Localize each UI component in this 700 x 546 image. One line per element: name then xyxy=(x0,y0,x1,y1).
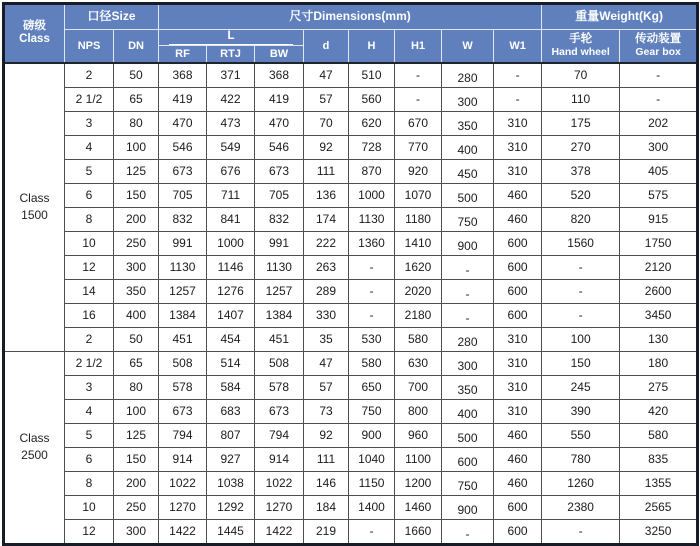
cell-gear_box: 420 xyxy=(620,399,698,423)
cell-rtj: 371 xyxy=(207,63,255,88)
table-row xyxy=(4,303,698,327)
cell-h: 1040 xyxy=(349,447,395,471)
cell-h1: 2020 xyxy=(395,279,442,303)
cell-hand_wheel: 110 xyxy=(542,87,620,111)
cell-h: 870 xyxy=(349,159,395,183)
cell-nps: 4 xyxy=(65,135,114,159)
cell-w1: 460 xyxy=(494,471,542,495)
cell-dn: 80 xyxy=(114,111,159,135)
cell-dn: 50 xyxy=(114,327,159,351)
cell-h1: 1100 xyxy=(395,447,442,471)
cell-rtj: 1146 xyxy=(207,255,255,279)
cell-rtj: 1407 xyxy=(207,303,255,327)
header-bw: BW xyxy=(255,46,304,63)
cell-w1: 600 xyxy=(494,303,542,327)
cell-d: 222 xyxy=(304,231,349,255)
cell-h1: 1620 xyxy=(395,255,442,279)
cell-hand_wheel: 2380 xyxy=(542,495,620,519)
cell-h1: 960 xyxy=(395,423,442,447)
cell-nps: 2 xyxy=(65,327,114,351)
cell-h1: 630 xyxy=(395,351,442,375)
cell-rf: 673 xyxy=(159,159,207,183)
cell-nps: 5 xyxy=(65,423,114,447)
cell-d: 57 xyxy=(304,375,349,399)
cell-rtj: 807 xyxy=(207,423,255,447)
cell-w1: 310 xyxy=(494,135,542,159)
table-row xyxy=(4,207,698,231)
cell-rtj: 676 xyxy=(207,159,255,183)
cell-bw: 578 xyxy=(255,375,304,399)
table-header xyxy=(4,4,698,63)
header-class xyxy=(4,4,65,63)
cell-rtj: 584 xyxy=(207,375,255,399)
cell-w: 900 xyxy=(442,231,494,255)
cell-nps: 14 xyxy=(65,279,114,303)
header-hand-wheel xyxy=(542,30,620,63)
cell-rf: 508 xyxy=(159,351,207,375)
cell-hand_wheel: 550 xyxy=(542,423,620,447)
cell-h1: 920 xyxy=(395,159,442,183)
header-w: W xyxy=(442,30,494,63)
cell-h: 1150 xyxy=(349,471,395,495)
cell-dn: 150 xyxy=(114,447,159,471)
cell-h1: 1660 xyxy=(395,519,442,544)
cell-w1: 310 xyxy=(494,159,542,183)
cell-w1: 460 xyxy=(494,447,542,471)
cell-nps: 3 xyxy=(65,111,114,135)
cell-h1: 800 xyxy=(395,399,442,423)
cell-rtj: 454 xyxy=(207,327,255,351)
cell-h: 1400 xyxy=(349,495,395,519)
cell-rtj: 549 xyxy=(207,135,255,159)
cell-nps: 8 xyxy=(65,207,114,231)
cell-nps: 6 xyxy=(65,447,114,471)
cell-w: 750 xyxy=(442,471,494,495)
cell-gear_box: - xyxy=(620,87,698,111)
cell-hand_wheel: 245 xyxy=(542,375,620,399)
cell-dn: 250 xyxy=(114,495,159,519)
cell-rf: 419 xyxy=(159,87,207,111)
table-row xyxy=(4,375,698,399)
cell-gear_box: 3450 xyxy=(620,303,698,327)
cell-hand_wheel: 378 xyxy=(542,159,620,183)
cell-gear_box: - xyxy=(620,63,698,88)
cell-hand_wheel: 270 xyxy=(542,135,620,159)
cell-h: 728 xyxy=(349,135,395,159)
cell-w1: 600 xyxy=(494,255,542,279)
cell-d: 73 xyxy=(304,399,349,423)
cell-d: 111 xyxy=(304,447,349,471)
cell-h: 1360 xyxy=(349,231,395,255)
header-gear-box-en: Gear box xyxy=(635,46,681,59)
cell-h1: 2180 xyxy=(395,303,442,327)
cell-w: 500 xyxy=(442,423,494,447)
cell-h1: 770 xyxy=(395,135,442,159)
header-l-group xyxy=(159,30,304,46)
cell-h: 620 xyxy=(349,111,395,135)
cell-rf: 673 xyxy=(159,399,207,423)
cell-h: - xyxy=(349,519,395,544)
cell-bw: 832 xyxy=(255,207,304,231)
cell-d: 70 xyxy=(304,111,349,135)
cell-bw: 794 xyxy=(255,423,304,447)
cell-hand_wheel: 390 xyxy=(542,399,620,423)
cell-bw: 1422 xyxy=(255,519,304,544)
cell-dn: 65 xyxy=(114,351,159,375)
cell-hand_wheel: 150 xyxy=(542,351,620,375)
table-row xyxy=(4,135,698,159)
cell-bw: 470 xyxy=(255,111,304,135)
cell-dn: 125 xyxy=(114,159,159,183)
cell-d: 111 xyxy=(304,159,349,183)
cell-d: 289 xyxy=(304,279,349,303)
cell-rf: 1022 xyxy=(159,471,207,495)
cell-bw: 673 xyxy=(255,399,304,423)
cell-bw: 419 xyxy=(255,87,304,111)
cell-h: 1000 xyxy=(349,183,395,207)
cell-h: 560 xyxy=(349,87,395,111)
cell-gear_box: 130 xyxy=(620,327,698,351)
cell-dn: 200 xyxy=(114,471,159,495)
class-cell-2500: Class 2500 xyxy=(4,351,65,544)
cell-gear_box: 3250 xyxy=(620,519,698,544)
cell-rtj: 1292 xyxy=(207,495,255,519)
header-nps: NPS xyxy=(65,30,114,63)
class-cell-1500: Class 1500 xyxy=(4,63,65,352)
cell-dn: 50 xyxy=(114,63,159,88)
cell-dn: 100 xyxy=(114,135,159,159)
cell-h1: 1200 xyxy=(395,471,442,495)
table-row xyxy=(4,471,698,495)
cell-w: 350 xyxy=(442,375,494,399)
cell-d: 47 xyxy=(304,63,349,88)
cell-d: 47 xyxy=(304,351,349,375)
cell-hand_wheel: - xyxy=(542,279,620,303)
header-rf: RF xyxy=(159,46,207,63)
header-class-en: Class xyxy=(19,33,50,46)
cell-d: 92 xyxy=(304,423,349,447)
cell-bw: 508 xyxy=(255,351,304,375)
cell-h: 580 xyxy=(349,351,395,375)
cell-rf: 914 xyxy=(159,447,207,471)
cell-h1: - xyxy=(395,87,442,111)
table-row xyxy=(4,87,698,111)
cell-rf: 368 xyxy=(159,63,207,88)
cell-w: 300 xyxy=(442,351,494,375)
cell-hand_wheel: 100 xyxy=(542,327,620,351)
cell-bw: 991 xyxy=(255,231,304,255)
cell-gear_box: 575 xyxy=(620,183,698,207)
cell-bw: 1270 xyxy=(255,495,304,519)
cell-gear_box: 1750 xyxy=(620,231,698,255)
cell-rf: 1130 xyxy=(159,255,207,279)
cell-h1: 700 xyxy=(395,375,442,399)
cell-dn: 80 xyxy=(114,375,159,399)
cell-w1: 460 xyxy=(494,183,542,207)
cell-nps: 2 1/2 xyxy=(65,351,114,375)
cell-h: 530 xyxy=(349,327,395,351)
cell-hand_wheel: 1260 xyxy=(542,471,620,495)
cell-rtj: 473 xyxy=(207,111,255,135)
table-row xyxy=(4,495,698,519)
cell-w: 280 xyxy=(442,327,494,351)
cell-gear_box: 2120 xyxy=(620,255,698,279)
cell-rtj: 1445 xyxy=(207,519,255,544)
cell-rf: 1257 xyxy=(159,279,207,303)
cell-rtj: 927 xyxy=(207,447,255,471)
cell-w1: 310 xyxy=(494,399,542,423)
cell-h1: 1460 xyxy=(395,495,442,519)
cell-w: 400 xyxy=(442,135,494,159)
cell-w1: 310 xyxy=(494,111,542,135)
header-size-group: 口径Size xyxy=(65,4,159,30)
cell-hand_wheel: 70 xyxy=(542,63,620,88)
cell-gear_box: 275 xyxy=(620,375,698,399)
cell-gear_box: 835 xyxy=(620,447,698,471)
cell-hand_wheel: 1560 xyxy=(542,231,620,255)
cell-gear_box: 2600 xyxy=(620,279,698,303)
cell-rtj: 683 xyxy=(207,399,255,423)
table-row xyxy=(4,159,698,183)
cell-h: 510 xyxy=(349,63,395,88)
cell-bw: 1130 xyxy=(255,255,304,279)
cell-nps: 5 xyxy=(65,159,114,183)
cell-d: 35 xyxy=(304,327,349,351)
table-row xyxy=(4,519,698,544)
cell-gear_box: 580 xyxy=(620,423,698,447)
cell-bw: 1384 xyxy=(255,303,304,327)
cell-d: 219 xyxy=(304,519,349,544)
cell-bw: 368 xyxy=(255,63,304,88)
header-class-cn: 磅级 xyxy=(23,20,46,33)
header-weight-group: 重量Weight(Kg) xyxy=(542,4,698,30)
cell-dn: 125 xyxy=(114,423,159,447)
cell-rf: 1422 xyxy=(159,519,207,544)
cell-h1: 1410 xyxy=(395,231,442,255)
cell-nps: 10 xyxy=(65,495,114,519)
cell-w1: 460 xyxy=(494,207,542,231)
cell-w1: 310 xyxy=(494,327,542,351)
cell-rtj: 514 xyxy=(207,351,255,375)
cell-hand_wheel: 820 xyxy=(542,207,620,231)
cell-hand_wheel: 520 xyxy=(542,183,620,207)
cell-rf: 578 xyxy=(159,375,207,399)
cell-h: - xyxy=(349,255,395,279)
cell-nps: 8 xyxy=(65,471,114,495)
table-body xyxy=(4,63,698,545)
cell-h1: - xyxy=(395,63,442,88)
cell-d: 136 xyxy=(304,183,349,207)
cell-rtj: 422 xyxy=(207,87,255,111)
table-row xyxy=(4,111,698,135)
cell-w: - xyxy=(442,255,494,279)
cell-nps: 12 xyxy=(65,255,114,279)
cell-w: - xyxy=(442,519,494,544)
cell-hand_wheel: - xyxy=(542,255,620,279)
cell-bw: 914 xyxy=(255,447,304,471)
cell-rtj: 841 xyxy=(207,207,255,231)
cell-dn: 250 xyxy=(114,231,159,255)
cell-w: - xyxy=(442,279,494,303)
header-h1: H1 xyxy=(395,30,442,63)
header-h: H xyxy=(349,30,395,63)
cell-dn: 100 xyxy=(114,399,159,423)
header-dimensions-group: 尺寸Dimensions(mm) xyxy=(159,4,542,30)
cell-nps: 6 xyxy=(65,183,114,207)
header-rtj: RTJ xyxy=(207,46,255,63)
cell-w1: 310 xyxy=(494,375,542,399)
cell-rf: 832 xyxy=(159,207,207,231)
cell-dn: 400 xyxy=(114,303,159,327)
cell-hand_wheel: - xyxy=(542,519,620,544)
header-d: d xyxy=(304,30,349,63)
cell-rf: 546 xyxy=(159,135,207,159)
cell-rf: 451 xyxy=(159,327,207,351)
cell-w: 350 xyxy=(442,111,494,135)
cell-dn: 350 xyxy=(114,279,159,303)
table-row xyxy=(4,399,698,423)
cell-gear_box: 915 xyxy=(620,207,698,231)
cell-nps: 4 xyxy=(65,399,114,423)
cell-dn: 150 xyxy=(114,183,159,207)
cell-dn: 300 xyxy=(114,255,159,279)
header-gear-box xyxy=(620,30,698,63)
cell-w: 450 xyxy=(442,159,494,183)
cell-h1: 1070 xyxy=(395,183,442,207)
cell-w1: 600 xyxy=(494,519,542,544)
cell-bw: 451 xyxy=(255,327,304,351)
table-row xyxy=(4,423,698,447)
cell-w1: - xyxy=(494,87,542,111)
cell-w: 500 xyxy=(442,183,494,207)
cell-dn: 200 xyxy=(114,207,159,231)
cell-d: 146 xyxy=(304,471,349,495)
cell-gear_box: 300 xyxy=(620,135,698,159)
cell-nps: 12 xyxy=(65,519,114,544)
cell-h: - xyxy=(349,303,395,327)
table-row xyxy=(4,255,698,279)
cell-gear_box: 180 xyxy=(620,351,698,375)
cell-hand_wheel: 780 xyxy=(542,447,620,471)
cell-w1: 600 xyxy=(494,279,542,303)
cell-w1: 600 xyxy=(494,231,542,255)
cell-hand_wheel: 175 xyxy=(542,111,620,135)
cell-h1: 1180 xyxy=(395,207,442,231)
cell-w: 750 xyxy=(442,207,494,231)
cell-bw: 1257 xyxy=(255,279,304,303)
cell-w1: 600 xyxy=(494,495,542,519)
table-row xyxy=(4,231,698,255)
cell-bw: 705 xyxy=(255,183,304,207)
table-row xyxy=(4,327,698,351)
header-gear-box-cn: 传动装置 xyxy=(635,33,682,46)
cell-rf: 470 xyxy=(159,111,207,135)
cell-w1: 310 xyxy=(494,351,542,375)
cell-w1: - xyxy=(494,63,542,88)
cell-h: 750 xyxy=(349,399,395,423)
cell-gear_box: 2565 xyxy=(620,495,698,519)
cell-bw: 673 xyxy=(255,159,304,183)
cell-h1: 670 xyxy=(395,111,442,135)
cell-nps: 2 1/2 xyxy=(65,87,114,111)
header-hand-wheel-cn: 手轮 xyxy=(569,33,593,46)
table-row xyxy=(4,351,698,375)
cell-nps: 10 xyxy=(65,231,114,255)
cell-rf: 991 xyxy=(159,231,207,255)
header-w1: W1 xyxy=(494,30,542,63)
cell-nps: 3 xyxy=(65,375,114,399)
cell-rtj: 1276 xyxy=(207,279,255,303)
cell-gear_box: 405 xyxy=(620,159,698,183)
cell-rtj: 711 xyxy=(207,183,255,207)
cell-w: 400 xyxy=(442,399,494,423)
cell-hand_wheel: - xyxy=(542,303,620,327)
cell-d: 174 xyxy=(304,207,349,231)
cell-gear_box: 1355 xyxy=(620,471,698,495)
cell-h: 1130 xyxy=(349,207,395,231)
cell-rtj: 1038 xyxy=(207,471,255,495)
cell-rf: 794 xyxy=(159,423,207,447)
table-row xyxy=(4,279,698,303)
cell-rtj: 1000 xyxy=(207,231,255,255)
cell-w: 600 xyxy=(442,447,494,471)
cell-h1: 580 xyxy=(395,327,442,351)
cell-h: - xyxy=(349,279,395,303)
cell-dn: 65 xyxy=(114,87,159,111)
header-l-label: L xyxy=(169,30,293,45)
cell-rf: 1270 xyxy=(159,495,207,519)
cell-w: - xyxy=(442,303,494,327)
cell-h: 650 xyxy=(349,375,395,399)
cell-dn: 300 xyxy=(114,519,159,544)
cell-nps: 2 xyxy=(65,63,114,88)
cell-d: 263 xyxy=(304,255,349,279)
cell-w1: 460 xyxy=(494,423,542,447)
cell-bw: 546 xyxy=(255,135,304,159)
table-row xyxy=(4,447,698,471)
cell-rf: 1384 xyxy=(159,303,207,327)
table-row xyxy=(4,183,698,207)
cell-w: 280 xyxy=(442,63,494,88)
cell-gear_box: 202 xyxy=(620,111,698,135)
cell-d: 330 xyxy=(304,303,349,327)
cell-d: 92 xyxy=(304,135,349,159)
cell-bw: 1022 xyxy=(255,471,304,495)
valve-dimensions-table xyxy=(2,2,699,546)
cell-w: 300 xyxy=(442,87,494,111)
cell-nps: 16 xyxy=(65,303,114,327)
cell-rf: 705 xyxy=(159,183,207,207)
cell-d: 57 xyxy=(304,87,349,111)
table-row xyxy=(4,63,698,88)
header-dn: DN xyxy=(114,30,159,63)
header-hand-wheel-en: Hand wheel xyxy=(551,46,610,59)
cell-w: 900 xyxy=(442,495,494,519)
cell-d: 184 xyxy=(304,495,349,519)
cell-h: 900 xyxy=(349,423,395,447)
